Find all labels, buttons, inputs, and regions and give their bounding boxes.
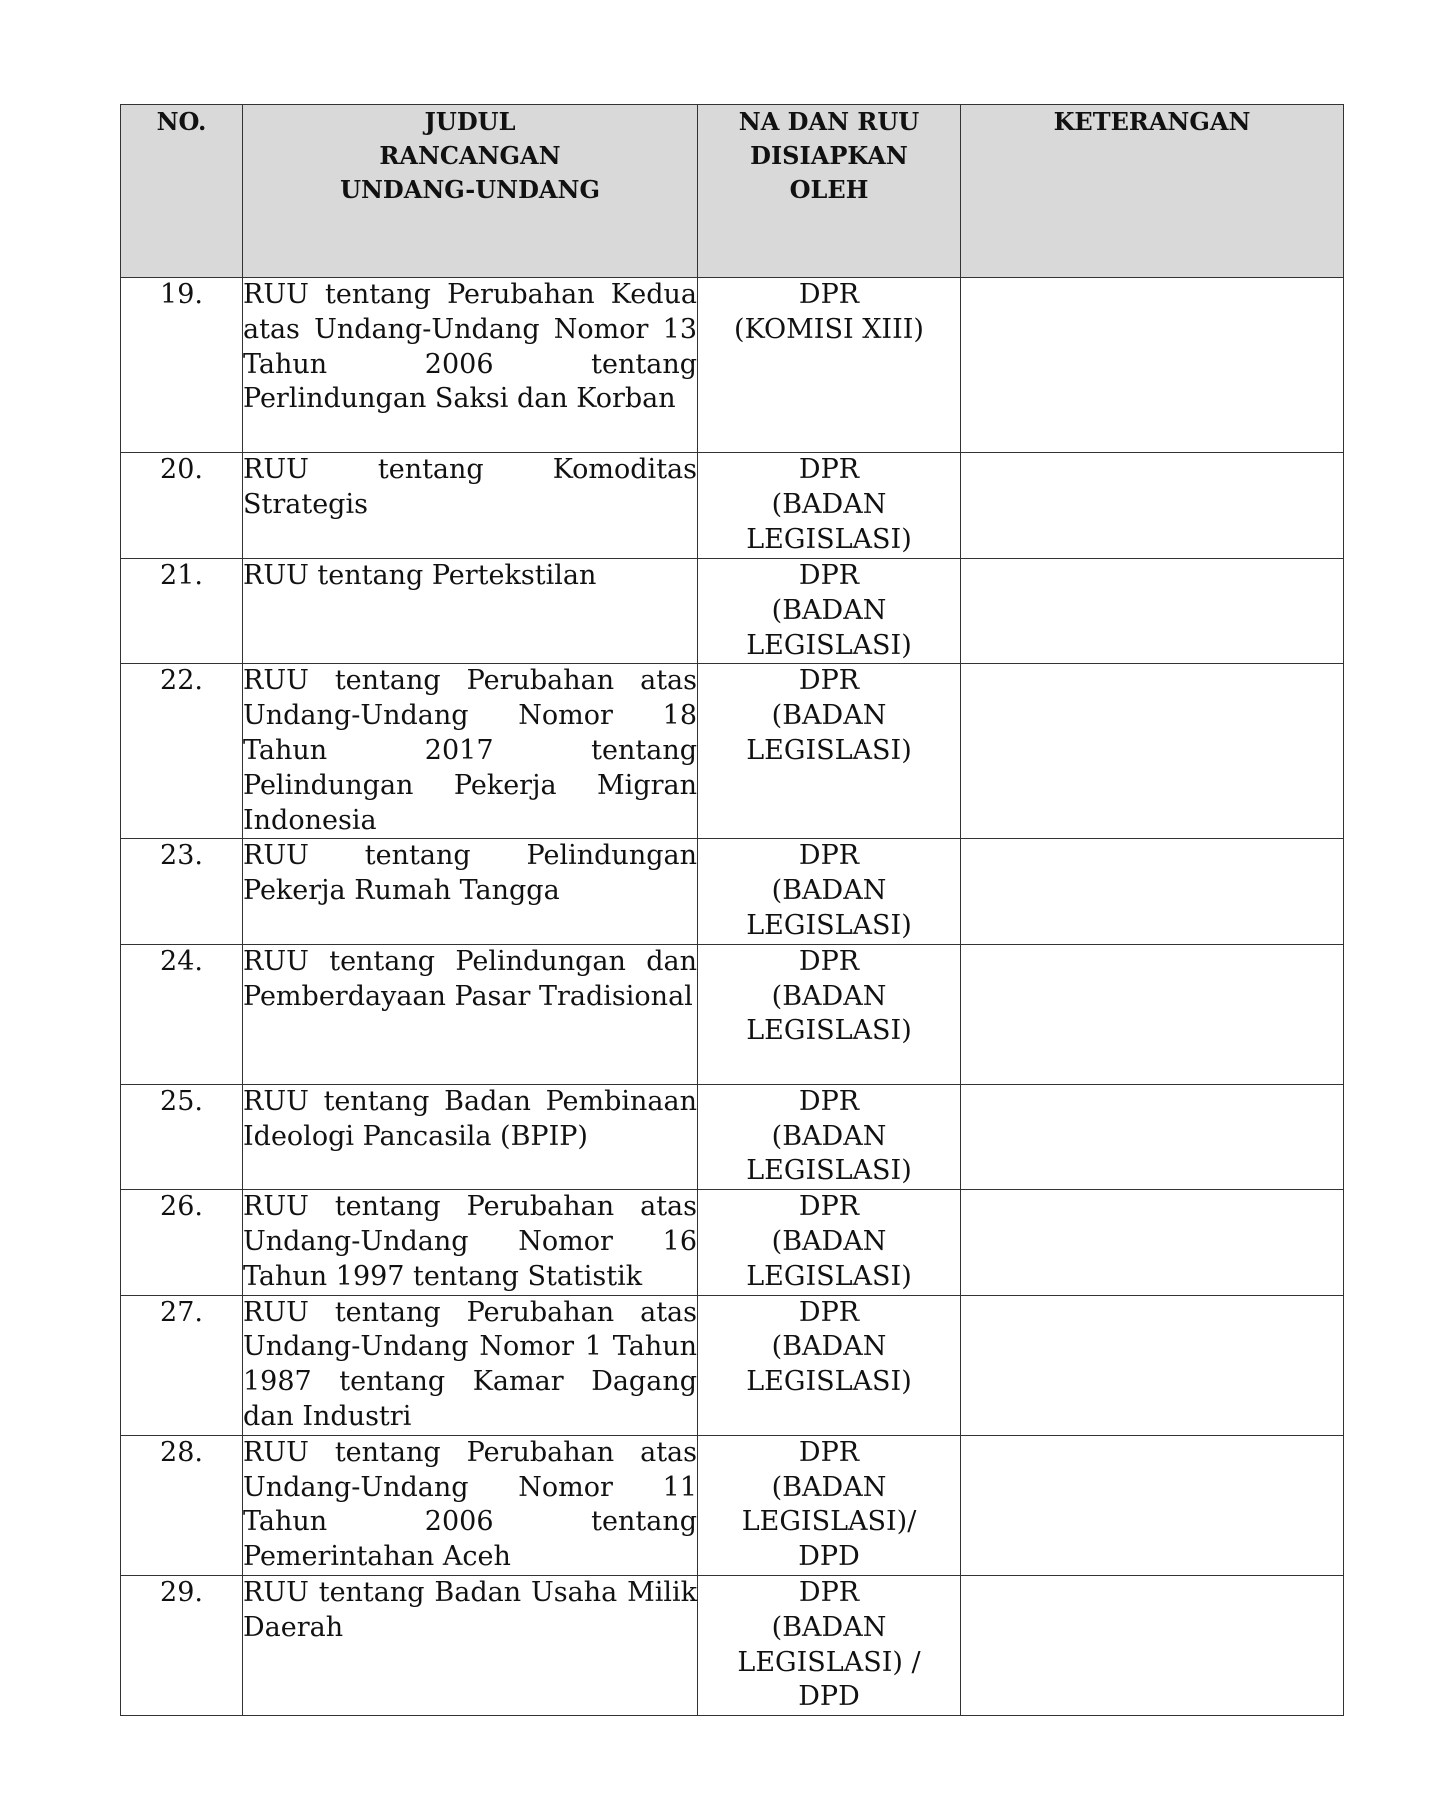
- header-judul-line: RANCANGAN: [379, 141, 561, 170]
- header-na-line: OLEH: [789, 175, 869, 204]
- prepared-by: [698, 839, 961, 944]
- row-number: 26.: [121, 1190, 243, 1295]
- table-body: [121, 278, 1344, 1716]
- header-judul: [243, 105, 698, 278]
- prepared-by-line: LEGISLASI)/: [741, 1506, 917, 1538]
- prepared-by-line: LEGISLASI): [746, 1260, 912, 1292]
- prepared-by-line: DPR: [798, 1191, 860, 1223]
- bill-title: RUU tentang Badan Usaha Milik Daerah: [243, 1575, 698, 1715]
- prepared-by-line: (BADAN: [771, 980, 887, 1012]
- header-keterangan-label: KETERANGAN: [1053, 107, 1251, 136]
- keterangan-cell: [961, 944, 1344, 1084]
- table-row: [121, 944, 1344, 1084]
- prepared-by-line: LEGISLASI): [746, 1155, 912, 1187]
- prepared-by-line: (BADAN: [771, 1120, 887, 1152]
- prepared-by-line: (BADAN: [771, 1331, 887, 1363]
- keterangan-cell: [961, 1190, 1344, 1295]
- row-number: 28.: [121, 1435, 243, 1575]
- bill-title: RUU tentang Pelindungan dan Pemberdayaan Pasar Tradisional: [243, 944, 698, 1084]
- prepared-by-line: DPR: [798, 279, 860, 310]
- keterangan-cell: [961, 559, 1344, 664]
- prepared-by-line: LEGISLASI): [746, 734, 912, 766]
- prepared-by: [698, 1435, 961, 1575]
- prepared-by-line: (BADAN: [771, 1471, 887, 1503]
- prepared-by-line: DPR: [798, 840, 860, 872]
- keterangan-cell: [961, 1084, 1344, 1189]
- prepared-by: [698, 944, 961, 1084]
- table-row: [121, 1435, 1344, 1575]
- prepared-by: [698, 1575, 961, 1715]
- prepared-by-line: LEGISLASI): [746, 1366, 912, 1398]
- legislation-table: [120, 104, 1344, 1716]
- row-number: 27.: [121, 1295, 243, 1435]
- prepared-by: [698, 1084, 961, 1189]
- keterangan-cell: [961, 664, 1344, 839]
- prepared-by-line: DPR: [798, 1436, 860, 1468]
- table-row: [121, 559, 1344, 664]
- row-number: 20.: [121, 453, 243, 559]
- header-na-dan-ruu: [698, 105, 961, 278]
- header-judul-line: JUDUL: [424, 107, 516, 136]
- prepared-by-line: (KOMISI XIII): [734, 313, 924, 345]
- row-number: 21.: [121, 559, 243, 664]
- prepared-by-line: DPD: [798, 1541, 860, 1573]
- header-judul-line: UNDANG-UNDANG: [340, 175, 600, 204]
- table-row: [121, 664, 1344, 839]
- bill-title: RUU tentang Perubahan Kedua atas Undang-Undang Nomor 13 Tahun 2006 tentang Perlindungan Saksi dan Korban: [243, 278, 698, 453]
- bill-title: RUU tentang Komoditas Strategis: [243, 453, 698, 559]
- row-number: 25.: [121, 1084, 243, 1189]
- prepared-by-line: LEGISLASI): [746, 523, 912, 555]
- header-na-line: DISIAPKAN: [750, 141, 908, 170]
- prepared-by: [698, 453, 961, 559]
- prepared-by-line: LEGISLASI) /: [737, 1646, 921, 1678]
- row-number: 22.: [121, 664, 243, 839]
- keterangan-cell: [961, 839, 1344, 944]
- prepared-by-line: LEGISLASI): [746, 909, 912, 941]
- header-keterangan: [961, 105, 1344, 278]
- prepared-by-line: DPR: [798, 454, 860, 485]
- bill-title: RUU tentang Perubahan atas Undang-Undang Nomor 16 Tahun 1997 tentang Statistik: [243, 1190, 698, 1295]
- prepared-by: [698, 559, 961, 664]
- bill-title: RUU tentang Pelindungan Pekerja Rumah Tangga: [243, 839, 698, 944]
- table-row: [121, 1190, 1344, 1295]
- bill-title: RUU tentang Perubahan atas Undang-Undang Nomor 11 Tahun 2006 tentang Pemerintahan Aceh: [243, 1435, 698, 1575]
- prepared-by: [698, 1190, 961, 1295]
- prepared-by-line: (BADAN: [771, 700, 887, 732]
- keterangan-cell: [961, 453, 1344, 559]
- prepared-by-line: LEGISLASI): [746, 1015, 912, 1047]
- keterangan-cell: [961, 278, 1344, 453]
- keterangan-cell: [961, 1435, 1344, 1575]
- prepared-by-line: (BADAN: [771, 594, 887, 626]
- row-number: 23.: [121, 839, 243, 944]
- prepared-by: [698, 1295, 961, 1435]
- prepared-by-line: (BADAN: [771, 1225, 887, 1257]
- prepared-by-line: DPR: [798, 945, 860, 977]
- prepared-by-line: DPR: [798, 560, 860, 591]
- prepared-by: [698, 278, 961, 453]
- prepared-by-line: (BADAN: [771, 875, 887, 907]
- header-no: [121, 105, 243, 278]
- bill-title: RUU tentang Perubahan atas Undang-Undang Nomor 1 Tahun 1987 tentang Kamar Dagang dan Industri: [243, 1295, 698, 1435]
- prepared-by-line: DPR: [798, 1296, 860, 1328]
- prepared-by-line: DPD: [798, 1681, 860, 1713]
- bill-title: RUU tentang Badan Pembinaan Ideologi Pancasila (BPIP): [243, 1084, 698, 1189]
- prepared-by-line: DPR: [798, 665, 860, 697]
- prepared-by-line: DPR: [798, 1576, 860, 1608]
- prepared-by-line: (BADAN: [771, 1611, 887, 1643]
- table-header-row: [121, 105, 1344, 278]
- row-number: 19.: [121, 278, 243, 453]
- row-number: 29.: [121, 1575, 243, 1715]
- prepared-by-line: DPR: [798, 1085, 860, 1117]
- table-row: [121, 453, 1344, 559]
- table-row: [121, 1575, 1344, 1715]
- header-na-line: NA DAN RUU: [738, 107, 920, 136]
- keterangan-cell: [961, 1295, 1344, 1435]
- row-number: 24.: [121, 944, 243, 1084]
- bill-title: RUU tentang Pertekstilan: [243, 559, 698, 664]
- table-row: [121, 1084, 1344, 1189]
- header-no-label: NO.: [156, 107, 207, 136]
- table-row: [121, 839, 1344, 944]
- table-row: [121, 1295, 1344, 1435]
- prepared-by: [698, 664, 961, 839]
- keterangan-cell: [961, 1575, 1344, 1715]
- prepared-by-line: LEGISLASI): [746, 629, 912, 661]
- prepared-by-line: (BADAN: [771, 488, 887, 520]
- bill-title: RUU tentang Perubahan atas Undang-Undang Nomor 18 Tahun 2017 tentang Pelindungan Pekerja Migran Indonesia: [243, 664, 698, 839]
- table-row: [121, 278, 1344, 453]
